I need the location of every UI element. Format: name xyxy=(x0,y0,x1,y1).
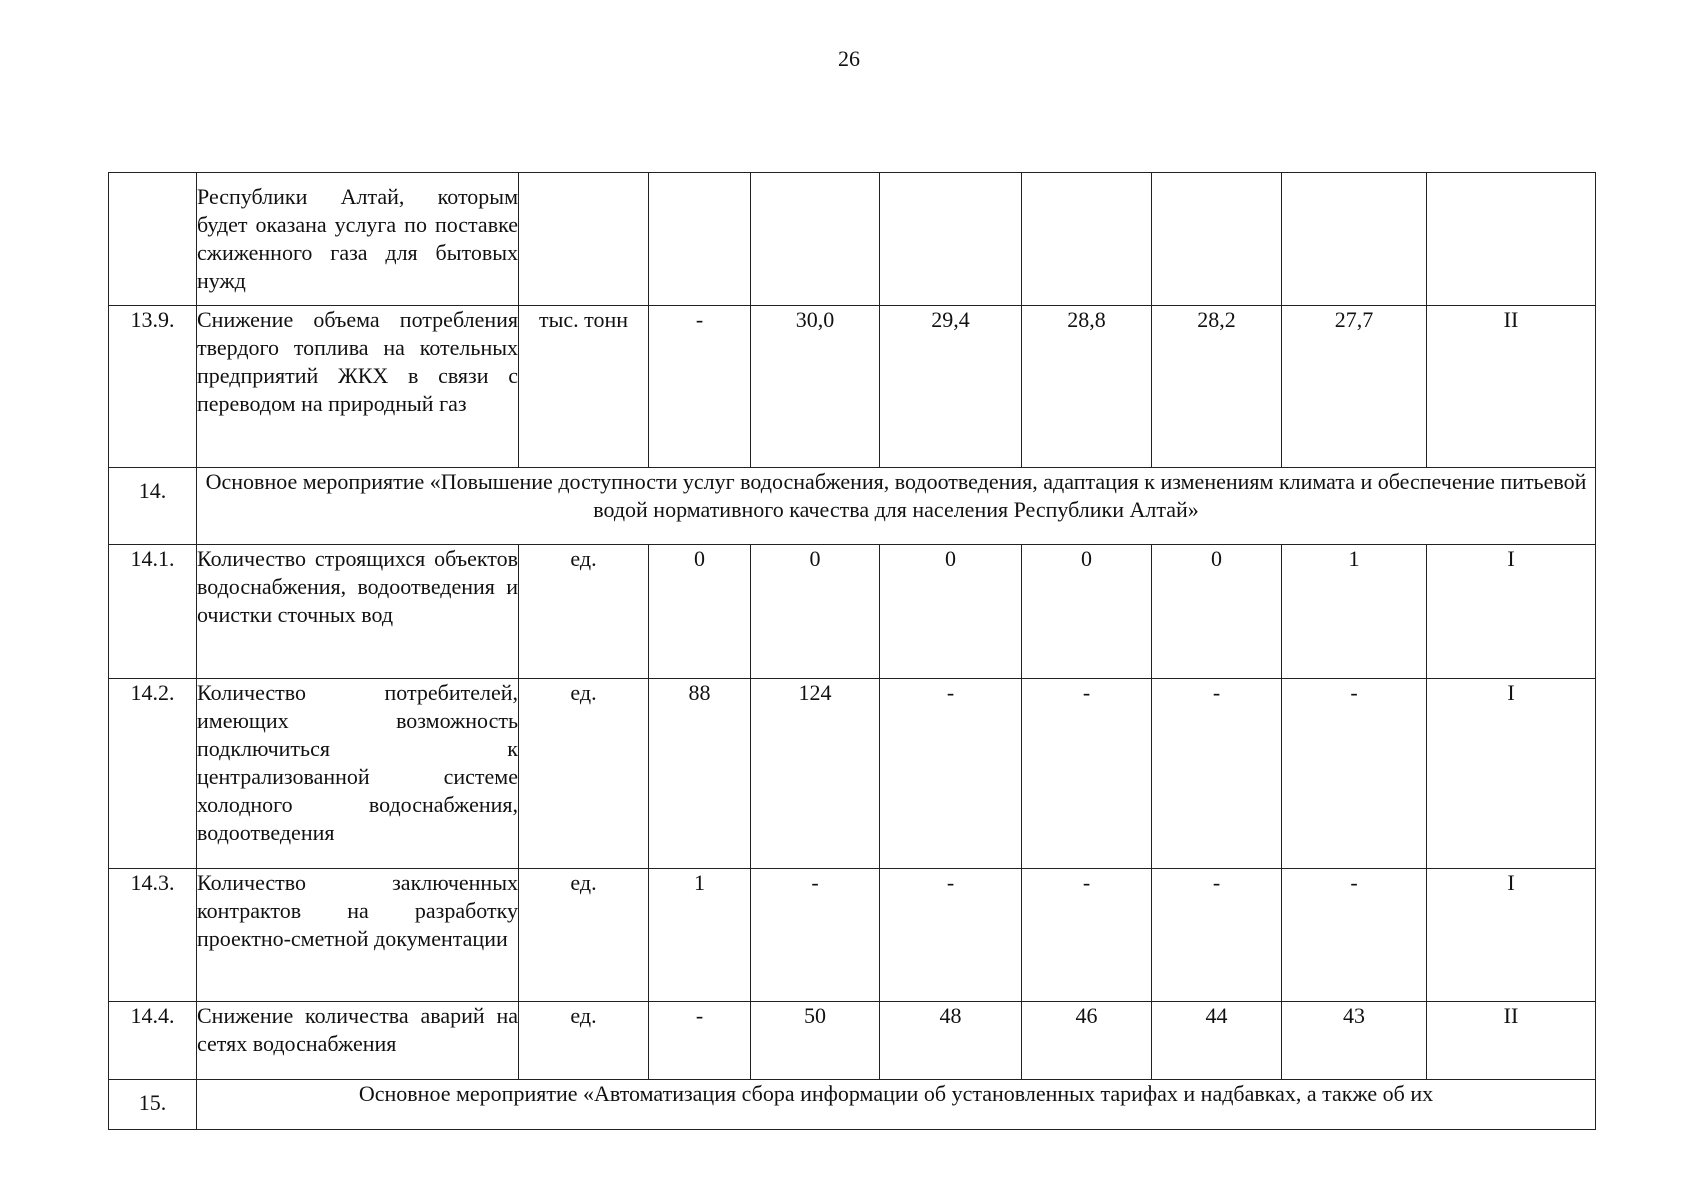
value-cell xyxy=(649,173,751,306)
indicator-description: Количество потребителей, имеющих возможность подключиться к централизованной системе холодного водоснабжения, водоотведения xyxy=(197,679,519,869)
value-cell xyxy=(1152,173,1282,306)
unit-cell: ед. xyxy=(519,869,649,1002)
value-cell: 28,8 xyxy=(1022,306,1152,468)
value-cell: - xyxy=(649,1002,751,1080)
value-cell: 44 xyxy=(1152,1002,1282,1080)
category-cell: II xyxy=(1427,306,1596,468)
indicator-description: Снижение объема потребления твердого топлива на котельных предприятий ЖКХ в связи с переводом на природный газ xyxy=(197,306,519,468)
value-cell: 124 xyxy=(751,679,880,869)
unit-cell: тыс. тонн xyxy=(519,306,649,468)
table-row xyxy=(109,679,1596,869)
table-row xyxy=(109,306,1596,468)
value-cell: 30,0 xyxy=(751,306,880,468)
table-row xyxy=(109,173,1596,306)
value-cell: - xyxy=(1022,869,1152,1002)
value-cell: 88 xyxy=(649,679,751,869)
page-number: 26 xyxy=(838,46,860,71)
value-cell: 27,7 xyxy=(1282,306,1427,468)
value-cell: 0 xyxy=(751,545,880,679)
value-cell: - xyxy=(1282,869,1427,1002)
category-cell: II xyxy=(1427,1002,1596,1080)
value-cell: 1 xyxy=(649,869,751,1002)
indicator-description: Количество строящихся объектов водоснабжения, водоотведения и очистки сточных вод xyxy=(197,545,519,679)
value-cell: 28,2 xyxy=(1152,306,1282,468)
value-cell: - xyxy=(1152,679,1282,869)
section-title: Основное мероприятие «Повышение доступности услуг водоснабжения, водоотведения, адаптация к изменениям климата и обеспечение питьевой водой нормативного качества для населения Республики Алтай» xyxy=(197,468,1596,545)
value-cell: 0 xyxy=(1022,545,1152,679)
unit-cell: ед. xyxy=(519,1002,649,1080)
unit-cell: ед. xyxy=(519,679,649,869)
value-cell: 0 xyxy=(1152,545,1282,679)
unit-cell xyxy=(519,173,649,306)
table-row xyxy=(109,1002,1596,1080)
row-number: 14.4. xyxy=(109,1002,197,1080)
row-number: 14.3. xyxy=(109,869,197,1002)
table-row xyxy=(109,869,1596,1002)
indicator-description: Республики Алтай, которым будет оказана услуга по поставке сжиженного газа для бытовых нужд xyxy=(197,173,519,306)
value-cell: - xyxy=(880,679,1022,869)
value-cell: 50 xyxy=(751,1002,880,1080)
value-cell xyxy=(1022,173,1152,306)
value-cell: 43 xyxy=(1282,1002,1427,1080)
indicator-description: Количество заключенных контрактов на разработку проектно-сметной документации xyxy=(197,869,519,1002)
value-cell xyxy=(1282,173,1427,306)
value-cell: - xyxy=(649,306,751,468)
value-cell: - xyxy=(1022,679,1152,869)
value-cell: 48 xyxy=(880,1002,1022,1080)
indicators-table xyxy=(108,172,1596,1130)
indicator-description: Снижение количества аварий на сетях водоснабжения xyxy=(197,1002,519,1080)
section-row xyxy=(109,468,1596,545)
value-cell: 0 xyxy=(880,545,1022,679)
value-cell: - xyxy=(1152,869,1282,1002)
value-cell xyxy=(751,173,880,306)
section-row xyxy=(109,1080,1596,1130)
row-number: 13.9. xyxy=(109,306,197,468)
row-number: 14.1. xyxy=(109,545,197,679)
value-cell: - xyxy=(880,869,1022,1002)
row-number: 14. xyxy=(109,468,197,545)
value-cell: - xyxy=(751,869,880,1002)
value-cell xyxy=(880,173,1022,306)
value-cell: - xyxy=(1282,679,1427,869)
value-cell: 0 xyxy=(649,545,751,679)
row-number xyxy=(109,173,197,306)
value-cell: 46 xyxy=(1022,1002,1152,1080)
table-row xyxy=(109,545,1596,679)
category-cell xyxy=(1427,173,1596,306)
value-cell: 1 xyxy=(1282,545,1427,679)
category-cell: I xyxy=(1427,869,1596,1002)
unit-cell: ед. xyxy=(519,545,649,679)
category-cell: I xyxy=(1427,545,1596,679)
row-number: 14.2. xyxy=(109,679,197,869)
row-number: 15. xyxy=(109,1080,197,1130)
section-title: Основное мероприятие «Автоматизация сбора информации об установленных тарифах и надбавках, а также об их xyxy=(197,1080,1596,1130)
value-cell: 29,4 xyxy=(880,306,1022,468)
category-cell: I xyxy=(1427,679,1596,869)
